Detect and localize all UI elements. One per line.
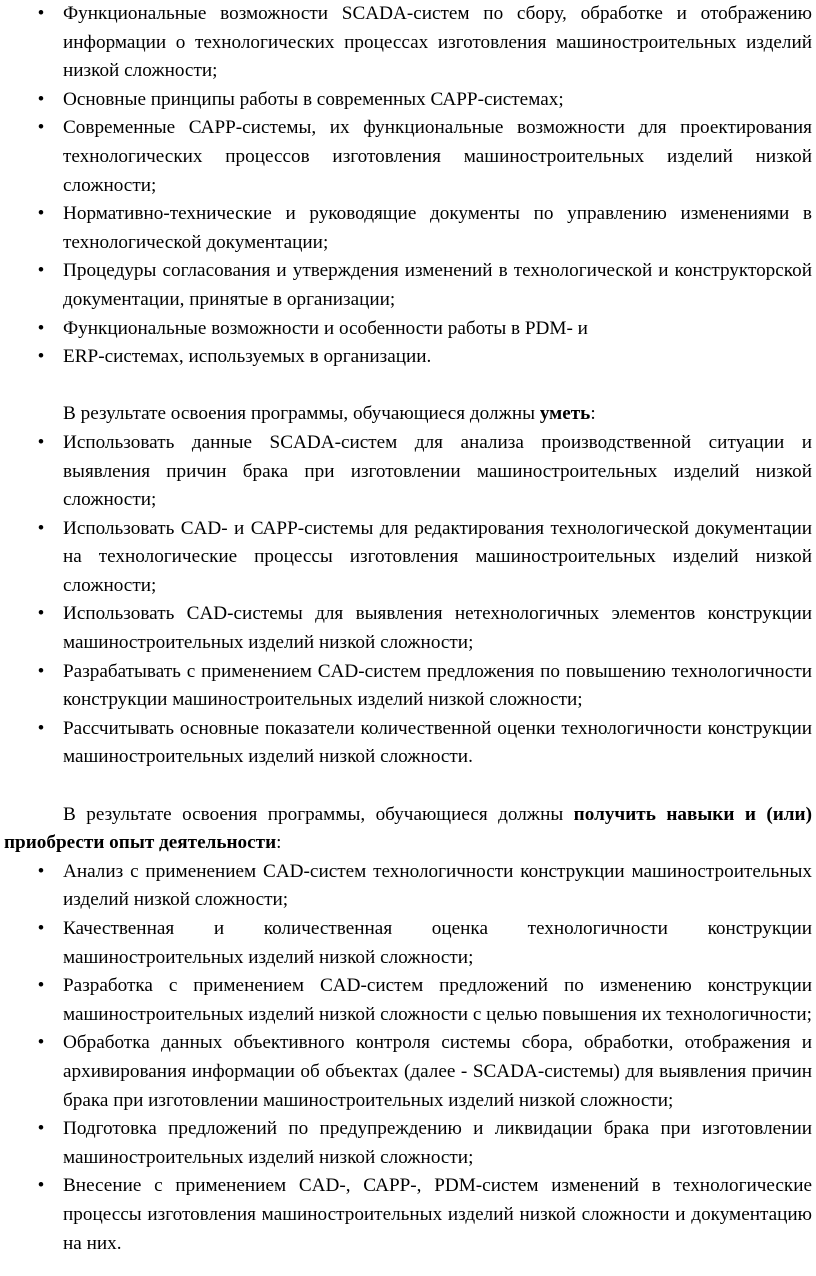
list-item [4,257,812,314]
bullet-icon: • [37,918,45,939]
list-item-text: Качественная и количественная оценка технологичности конструкции машиностроительных изделий низкой сложности; [63,918,812,968]
bullet-icon: • [37,3,45,24]
list-item-text: Функциональные возможности SCADA-систем по сбору, обработке и отображению информации о технологических процессах изготовления машиностроительных изделий низкой сложности; [63,3,812,82]
skills-intro-text: В результате освоения программы, обучающиеся должны [63,403,540,425]
bullet-icon: • [37,660,45,682]
bullet-icon: • [37,1032,45,1054]
bullet-icon: • [37,88,45,110]
experience-intro-bold: получить навыки и (или) приобрести опыт деятельности [4,803,813,854]
list-item [4,715,812,772]
bullet-icon: • [37,431,45,453]
list-item-text: Нормативно-технические и руководящие документы по управлению изменениями в технологической документации; [63,203,812,253]
knowledge-list [4,0,812,372]
skills-intro-bold: уметь [539,403,591,425]
list-item [4,1029,812,1115]
bullet-icon: • [37,860,45,882]
list-item-text: Использовать данные SCADA-систем для анализа производственной ситуации и выявления причин брака при изготовлении машиностроительных изделий низкой сложности; [63,431,812,511]
skills-intro [4,400,812,429]
bullet-icon: • [37,517,45,539]
bullet-icon: • [37,346,45,368]
list-item-text: Использовать CAD-системы для выявления нетехнологичных элементов конструкции машиностроительных изделий низкой сложности; [63,603,812,654]
bullet-icon: • [37,1118,45,1140]
bullet-icon: • [37,603,45,625]
experience-list [4,858,812,1258]
list-item [4,972,812,1029]
list-item-text: Функциональные возможности и особенности работы в PDM- и [63,317,588,339]
bullet-icon: • [37,1175,45,1197]
list-item-text: Процедуры согласования и утверждения изменений в технологической и конструкторской документации, принятые в организации; [63,260,812,310]
list-item [4,915,812,972]
list-item-text: ERP-системах, используемых в организации. [63,346,432,368]
list-item-text: Использовать CAD- и САРР-системы для редактирования технологической документации на технологические процессы изготовления машиностроительных изделий низкой сложности; [63,517,812,596]
bullet-icon: • [37,317,45,339]
list-item [4,0,812,86]
list-item [4,858,812,915]
bullet-icon: • [37,117,45,139]
list-item-text: Анализ с применением CAD-систем технологичности конструкции машиностроительных изделий низкой сложности; [63,860,812,911]
list-item-text: Внесение с применением CAD-, САРР-, PDM-систем изменений в технологические процессы изготовления машиностроительных изделий низкой сложности и документацию на них. [63,1175,812,1254]
bullet-icon: • [37,975,45,997]
list-item-text: Подготовка предложений по предупреждению и ликвидации брака при изготовлении машиностроительных изделий низкой сложности; [63,1118,812,1168]
list-item [4,200,812,257]
experience-intro-end: : [276,832,282,854]
paragraph-spacer [4,372,812,401]
list-item-text: Современные САРР-системы, их функциональные возможности для проектирования технологических процессов изготовления машиностроительных изделий низкой сложности; [63,117,812,196]
list-item [4,1115,812,1172]
list-item [4,658,812,715]
skills-intro-end: : [590,403,596,425]
list-item-text: Рассчитывать основные показатели количественной оценки технологичности конструкции машиностроительных изделий низкой сложности. [63,717,812,768]
list-item [4,315,812,344]
experience-intro [4,801,812,858]
list-item [4,429,812,515]
list-item [4,600,812,657]
list-item [4,1172,812,1258]
bullet-icon: • [37,203,45,225]
skills-list [4,429,812,772]
bullet-icon: • [37,717,45,739]
list-item [4,114,812,200]
bullet-icon: • [37,260,45,282]
paragraph-spacer [4,772,812,801]
list-item [4,86,812,115]
list-item-text: Разработка с применением CAD-систем предложений по изменению конструкции машиностроительных изделий низкой сложности с целью повышения их технологичности; [63,975,812,1025]
experience-intro-text: В результате освоения программы, обучающиеся должны [63,803,574,825]
list-item [4,515,812,601]
list-item [4,343,812,372]
list-item-text: Обработка данных объективного контроля системы сбора, обработки, отображения и архивирования информации об объектах (далее - SCADA-системы) для выявления причин брака при изготовлении машиностроительных изделий низкой сложности; [63,1032,812,1111]
list-item-text: Основные принципы работы в современных САРР-системах; [63,88,564,110]
list-item-text: Разрабатывать с применением CAD-систем предложения по повышению технологичности конструкции машиностроительных изделий низкой сложности; [63,660,812,711]
